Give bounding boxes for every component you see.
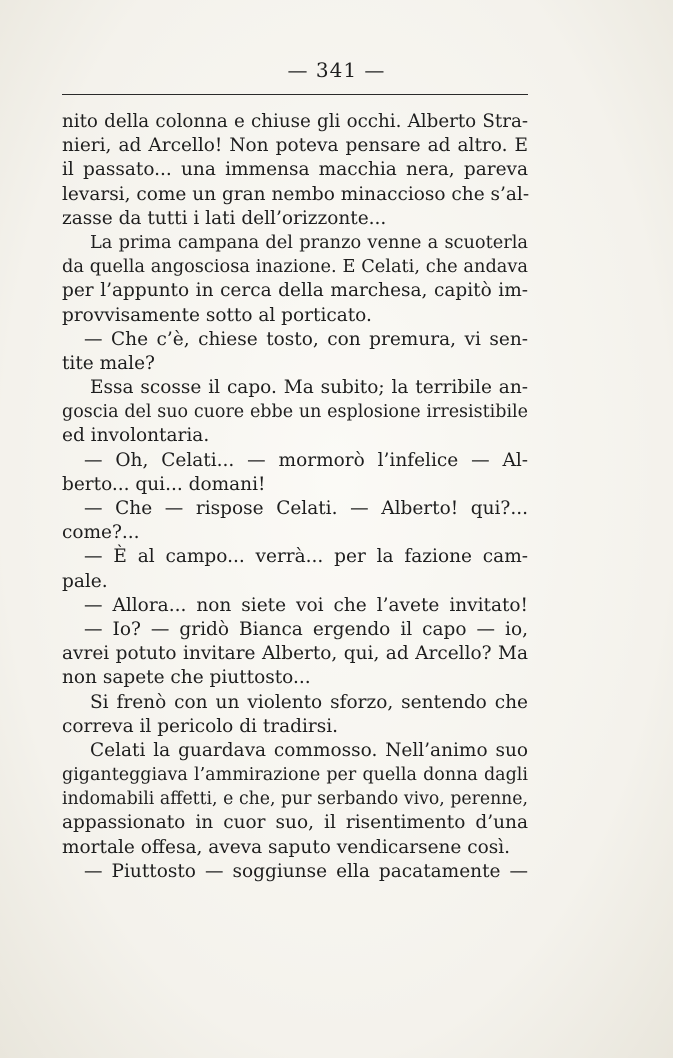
text-line: per l’appunto in cerca della marchesa, capitò im- xyxy=(62,280,528,302)
text-line: — È al campo... verrà... per la fazione cam- xyxy=(84,546,528,568)
text-line: da quella angosciosa inazione. E Celati, che andava xyxy=(62,257,528,278)
text-line: ed involontaria. xyxy=(62,425,210,447)
text-line: il passato... una immensa macchia nera, pareva xyxy=(62,159,528,181)
text-line: pale. xyxy=(62,570,108,592)
text-line: La prima campana del pranzo venne a scuoterla xyxy=(90,232,528,253)
text-line: tite male? xyxy=(62,352,155,374)
text-line: come?... xyxy=(62,522,140,544)
page-number: — 341 — xyxy=(287,58,386,82)
text-line: correva il pericolo di tradirsi. xyxy=(62,715,339,737)
text-line: Si frenò con un violento sforzo, sentendo che xyxy=(90,691,528,713)
text-line: — Piuttosto — soggiunse ella pacatamente — xyxy=(84,860,528,882)
text-line: giganteggiava l’ammirazione per quella donna dagli xyxy=(62,765,528,786)
text-line: appassionato in cuor suo, il risentimento d’una xyxy=(62,812,528,834)
body-text xyxy=(62,110,528,884)
text-line: — Che — rispose Celati. — Alberto! qui?... xyxy=(84,498,528,519)
text-line: — Io? — gridò Bianca ergendo il capo — io, xyxy=(84,618,528,640)
text-line: berto... qui... domani! xyxy=(62,473,266,495)
text-line: Celati la guardava commosso. Nell’animo suo xyxy=(90,739,528,761)
text-line: avrei potuto invitare Alberto, qui, ad Arcello? Ma xyxy=(62,643,528,665)
text-line: — Allora... non siete voi che l’avete invitato! xyxy=(84,594,528,616)
text-line: zasse da tutti i lati dell’orizzonte... xyxy=(62,207,387,229)
header-rule xyxy=(62,94,528,95)
text-line: nieri, ad Arcello! Non poteva pensare ad altro. E xyxy=(62,135,528,157)
text-line: non sapete che piuttosto... xyxy=(62,667,311,689)
text-line: Essa scosse il capo. Ma subito; la terribile an- xyxy=(90,377,528,399)
text-line: — Oh, Celati... — mormorò l’infelice — Al- xyxy=(84,449,528,471)
text-line: indomabili affetti, e che, pur serbando vivo, perenne, xyxy=(62,789,528,810)
text-line: goscia del suo cuore ebbe un esplosione irresistibile xyxy=(62,402,528,423)
text-line: — Che c’è, chiese tosto, con premura, vi sen- xyxy=(84,328,528,350)
text-line: nito della colonna e chiuse gli occhi. Alberto Stra- xyxy=(62,111,528,132)
text-line: provvisamente sotto al porticato. xyxy=(62,304,372,326)
text-line: levarsi, come un gran nembo minaccioso che s’al- xyxy=(62,183,530,205)
text-line: mortale offesa, aveva saputo vendicarsene così. xyxy=(62,836,511,858)
